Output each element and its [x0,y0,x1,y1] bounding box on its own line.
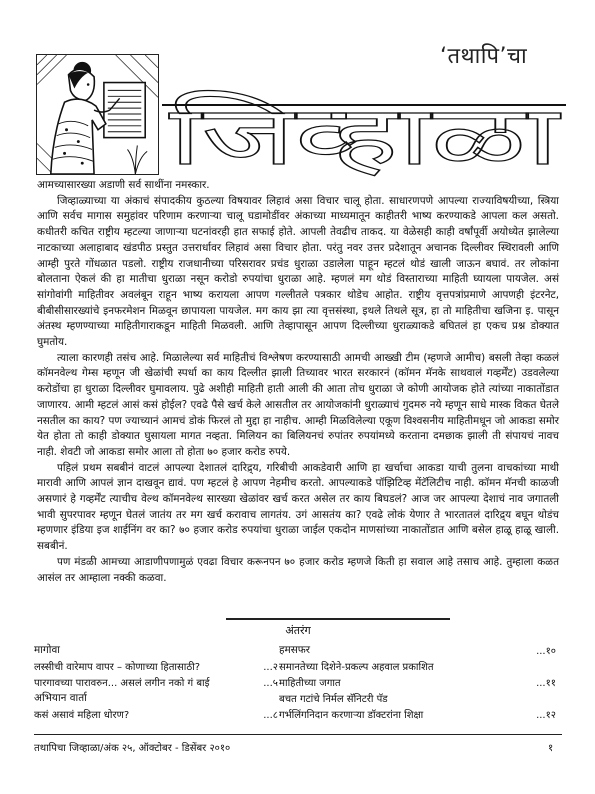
toc-item[interactable] [34,691,284,707]
paragraph: पण मंडळी आमच्या आडाणीपणामुळं एवढा विचार करूनपन ७० हजार करोड म्हणजे किती हा सवाल आहे तसाच आहे. तुम्हाला कळत आसंल तर आम्हाला नक्की कळवा. [37,555,559,584]
toc-item[interactable] [34,659,284,675]
toc-right-column [279,643,562,723]
toc-item-page: ...८ [263,710,278,721]
toc-left-column [34,643,284,723]
toc-item[interactable] [279,707,562,723]
toc-item-page: ...५ [263,678,278,689]
toc-item[interactable] [34,707,284,723]
toc-item-title: पारगावच्या पारावरुन... असलं लगीन नको गं बाई [34,678,210,689]
masthead [0,0,595,185]
toc-divider [226,618,450,620]
toc-heading: अंतरंग [285,624,311,637]
toc-item-title: मागोवा [34,644,60,656]
footer-divider [34,734,562,735]
toc-item[interactable] [279,675,562,691]
toc-item[interactable] [279,691,562,707]
editorial-body [37,178,559,586]
toc-item-title: बचत गटांचे निर्मल सॅनिटरी पॅड [279,694,388,705]
masthead-pretitle: ‘तथापि’चा [440,44,528,69]
page-number: १ [548,743,554,754]
toc-item[interactable] [279,659,562,675]
paragraph: जिव्हाळ्याच्या या अंकाचं संपादकीय कुठल्या विषयावर लिहावं असा विचार चालू होता. साधारणपणे आपल्या राज्याविषयीच्या, स्त्रिया आणि सर्वच मागास समुहांवर परिणाम करणाऱ्या चालू घडामोडींवर अंकाच्या माध्यमातून काहीतरी भाष्य करण्याकडे आपला कल असतो. कधीतरी कचित राष्ट्रीय म्हटल्या जाणाऱ्या घटनांवरही हात सफाई होते. आपली तेवढीच ताकद. या वेळेसही काही वर्षांपूर्वी अयोध्येत झालेल्या नाटकाच्या अलाहाबाद खंडपीठ प्रस्तुत उत्तरार्धावर लिहावं असा विचार होता. परंतु नवर उत्तर प्रदेशातून अचानक दिल्लीवर स्थिरावली आणि आम्ही पुरते गोंधळात पडलो. राष्ट्रीय राजधानीच्या परिसरावर प्रचंड धुराळा उडालेला पाहून म्हटलं थोडं खाली जाऊन बघावं. तर लोकांना बोलताना ऐकलं की हा मातीचा धुराळा नसून करोडो रुपयांचा धुराळा आहे. म्हणलं मग थोडं विस्ताराच्या माहिती घ्यायला पायजेल. असं सांगोवांगी माहितीवर अवलंबून राहून भाष्य करायला आपण गल्लीतले पत्रकार थोडेच आहोत. राष्ट्रीय वृत्तपत्रांप्रमाणे आपणही इंटरनेट, बीबीसीसारख्यांचे इनफरमेशन मिळवून छापायला पायजेल. मग काय झा त्या वृत्तसंस्था, इथले तिथले सूत्र, हा तो माहितीचा खजिना इ. पासून अंतस्थ म्हणण्याच्या माहितीगाराकडून माहिती मिळवली. आणि तेव्हापासून आपण दिल्लीच्या धुराळ्याकडे बघितलं हा एकच प्रश्न डोक्यात घुमतोय. [37,194,559,349]
paragraph: पहिलं प्रथम सबबीनं वाटलं आपल्या देशातलं दारिद्र्य, गरिबीची आकडेवारी आणि हा खर्चाचा आकडा याची तुलना वाचकांच्या माथी मारावी आणि आपलं ज्ञान दाखवून द्यावं. पण म्हटलं हे आपण नेहमीच करतो. आपल्याकडे पॉझिटिव्ह मेंटॅलिटीच नाही. कॉमन मॅनची काळजी असणारं हे गव्हर्मेंट त्याचीच वेल्थ कॉमनवेल्थ सारख्या खेळांवर खर्च करत असेल तर काय बिघडलं? आज जर आपल्या देशाचं नाव जगातली भावी सुपरपावर म्हणून घेतलं जातंय तर मग खर्च करावाच लागतंय. उगं आसतंय का? एवढे लोकं येणार ते भारतातलं दारिद्र्य बघून थोडंच म्हणणार इंडिया इज शाईनिंग वर का? ७० हजार करोड रुपयांचा धुराळा जाईल एकदोन माणसांच्या नाकातोंडात आणि बसेल हाळू हाळू खाली. सबबीनं. [37,461,559,553]
toc-item-page: ...११ [536,678,556,689]
greeting: आमच्यासारख्या अडाणी सर्व साथींना नमस्कार. [37,179,210,191]
footer-publication: तथापिचा जिव्हाळा/अंक २५, ऑक्टोबर - डिसेंबर २०१० [34,743,231,754]
toc-item[interactable] [34,675,284,691]
toc-item-title: गर्भलिंगनिदान करणाऱ्या डॉक्टरांना शिक्षा [279,710,424,721]
masthead-title-text: जिव्हाळा [169,89,562,180]
woman-writing-illustration [36,54,159,175]
toc-item-title: कसं असावं महिला धोरण? [34,710,130,721]
toc-item-page: ...१० [536,646,556,657]
toc-item-title: लस्सीची वारेमाप वापर – कोणाच्या हितासाठी? [34,662,201,673]
toc-item-title: अभियान वार्ता [34,692,87,704]
paragraph: त्याला कारणही तसंच आहे. मिळालेल्या सर्व माहितीचं विश्लेषण करण्यासाठी आमची आख्खी टीम (म्हणजे आमीच) बसली तेव्हा कळलं कॉमनवेल्थ गेम्स म्हणून जी खेळांची स्पर्धा का काय दिल्लीत झाली तिच्यावर भारत सरकारनं (कॉमन मॅनके साथवालं गव्हर्मेंट) उडवलेल्या करोडोंचा हा धुराळा दिल्लीवर घुमावलाय. पुढे अशीही माहिती हाती आली की आता तोच धुराळा जे कोणी आयोजक होते त्यांच्या नाकातोंडात जाणारय. आमी म्हटलं आसं कसं होईल? एवढे पैसे खर्च केले आसतील तर आयोजकांनी धुराळ्याचं गुदमरु नये म्हणून साधे मास्क विकत घेतले नसतील का काय? पण ज्याच्यानं आमचं डोकं फिरलं तो मुद्दा हा नाहीच. आम्ही मिळविलेल्या एकूण विश्वसनीय माहितीमधून जो आकडा समोर येत होता तो काही डोक्यात घुसायला मागत नव्हता. मिलियन का बिलियनचं रुपांतर रुपयांमध्ये करताना दमछाक झाली ती संपायचं नावच नाही. शेवटी जो आकडा समोर आला तो होता ७० हजार करोड रुपये. [37,351,559,458]
toc-item-title: माहितीच्या जगात [279,678,341,689]
toc-item[interactable] [279,643,562,659]
toc-item-title: हमसफर [279,644,311,656]
toc-item[interactable] [34,643,284,659]
toc-item-page: ...१२ [536,710,556,721]
toc-item-title: समानतेच्या दिशेने-प्रकल्प अहवाल प्रकाशित [279,662,434,673]
toc-item-page: ...२ [263,662,278,673]
masthead-title [162,72,566,180]
